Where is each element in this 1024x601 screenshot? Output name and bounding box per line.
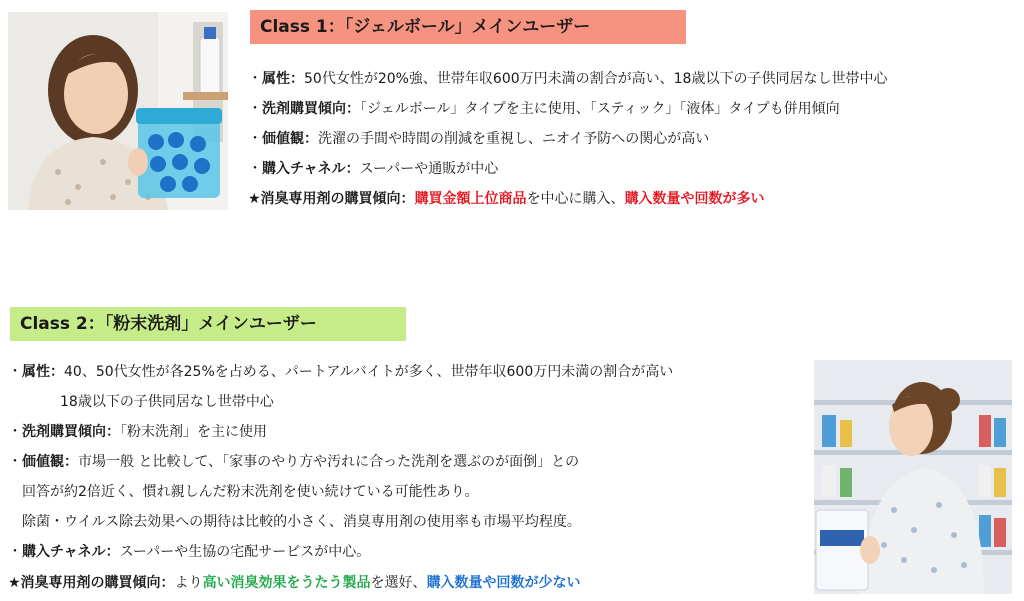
class2-line-attr: ・属性：40、50代女性が各25%を占める、パートアルバイトが多く、世帯年収600万円未満の割合が高い [8, 364, 674, 380]
class2-line-values-cont2: 除菌・ウイルス除去効果への期待は比較的小さく、消臭専用剤の使用率も市場平均程度。 [22, 514, 581, 530]
class1-line-purchase: ・洗剤購買傾向：「ジェルボール」タイプを主に使用、「スティック」「液体」タイプも併用傾向 [248, 101, 840, 117]
class1-line-channel: ・購入チャネル：スーパーや通販が中心 [248, 161, 499, 177]
class2-title: Class 2：「粉末洗剤」メインユーザー [10, 307, 406, 341]
woman-shopping-detergent-photo [814, 360, 1012, 594]
class2-line-values-cont1: 回答が約2倍近く、慣れ親しんだ粉末洗剤を使い続けている可能性あり。 [22, 484, 479, 500]
class2-line-attr-cont: 18歳以下の子供同居なし世帯中心 [60, 394, 274, 410]
class2-line-purchase: ・洗剤購買傾向：「粉末洗剤」を主に使用 [8, 424, 267, 440]
class1-summary: ★消臭専用剤の購買傾向：購買金額上位商品を中心に購入、購入数量や回数が多い [248, 191, 765, 207]
class1-title: Class 1：「ジェルボール」メインユーザー [250, 10, 686, 44]
class2-line-channel: ・購入チャネル：スーパーや生協の宅配サービスが中心。 [8, 544, 371, 560]
class2-line-values: ・価値観：市場一般 と比較して、「家事のやり方や汚れに合った洗剤を選ぶのが面倒」との [8, 454, 580, 470]
class1-line-values: ・価値観：洗濯の手間や時間の削減を重視し、ニオイ予防への関心が高い [248, 131, 710, 147]
woman-holding-gel-ball-box-photo [8, 12, 228, 210]
class2-summary: ★消臭専用剤の購買傾向：より高い消臭効果をうたう製品を選好、購入数量や回数が少ない [8, 575, 581, 591]
class1-line-attr: ・属性：50代女性が20%強、世帯年収600万円未満の割合が高い、18歳以下の子供同居なし世帯中心 [248, 71, 888, 87]
